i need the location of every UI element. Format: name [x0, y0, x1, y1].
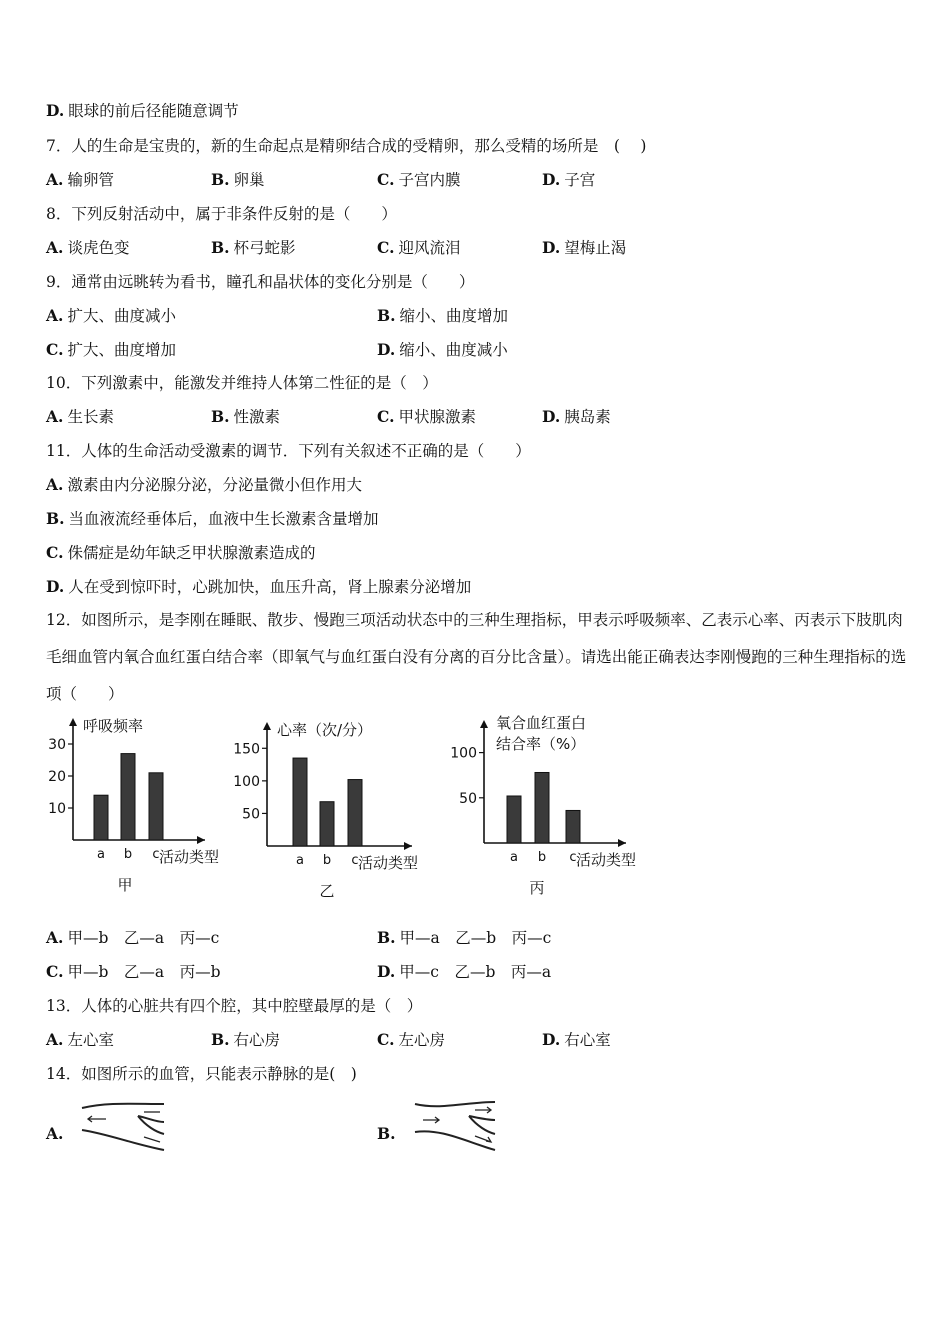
q13-option-c: C. 左心房	[377, 1030, 445, 1049]
y-axis-label: 呼吸频率	[83, 717, 144, 735]
q9-option-c: C. 扩大、曲度增加	[46, 340, 176, 359]
x-tick-label: a	[296, 853, 304, 868]
y-tick-label: 10	[48, 801, 66, 817]
q13-option-a: A. 左心室	[46, 1030, 114, 1049]
q11-option-d: D. 人在受到惊吓时，心跳加快，血压升高，肾上腺素分泌增加	[46, 577, 472, 596]
bar	[320, 802, 334, 846]
y-axis-arrow-icon	[69, 718, 77, 726]
bar	[94, 795, 108, 840]
bar	[121, 754, 135, 840]
q12-stem: 12．如图所示，是李刚在睡眠、散步、慢跑三项活动状态中的三种生理指标，甲表示呼吸频率、乙表示心率、丙表示下肢肌肉毛细血管内氧合血红蛋白结合率（即氧气与血红蛋白没有分离的百分比含量）。请选出能正确表达李刚慢跑的三种生理指标的选项（ ）	[46, 611, 907, 703]
y-tick-label: 150	[233, 741, 260, 758]
q14-option-b-label: B.	[377, 1124, 396, 1143]
x-tick-label: a	[510, 850, 518, 865]
x-tick-label: b	[537, 850, 547, 865]
q9-option-d: D. 缩小、曲度减小	[377, 340, 508, 359]
x-tick-label: b	[123, 847, 133, 862]
q14-stem: 14．如图所示的血管，只能表示静脉的是( )	[46, 1065, 357, 1083]
q10-option-a: A. 生长素	[46, 407, 114, 426]
q7-option-d: D. 子宫	[542, 170, 596, 189]
q8-stem: 8．下列反射活动中，属于非条件反射的是（ ）	[46, 205, 397, 223]
x-tick-label: b	[322, 853, 332, 868]
q11-option-c: C. 侏儒症是幼年缺乏甲状腺激素造成的	[46, 543, 316, 562]
bar	[566, 810, 580, 843]
y-tick-label: 20	[48, 769, 66, 785]
q10-option-d: D. 胰岛素	[542, 407, 611, 426]
q7-stem: 7．人的生命是宝贵的，新的生命起点是精卵结合成的受精卵，那么受精的场所是 ( )	[46, 137, 647, 155]
q10-option-b: B. 性激素	[211, 407, 281, 426]
q8-option-a: A. 谈虎色变	[46, 238, 130, 257]
q9-option-b: B. 缩小、曲度增加	[377, 306, 509, 325]
x-axis-label: 活动类型	[576, 851, 637, 869]
q9-stem: 9．通常由远眺转为看书，瞳孔和晶状体的变化分别是（ ）	[46, 273, 475, 291]
q11-option-b: B. 当血液流经垂体后，血液中生长激素含量增加	[46, 509, 379, 528]
q13-option-b: B. 右心房	[211, 1030, 281, 1049]
y-axis-label: 心率（次/分）	[277, 721, 373, 739]
q10-option-c: C. 甲状腺激素	[377, 407, 476, 426]
bar	[348, 780, 362, 846]
x-axis-arrow-icon	[197, 836, 205, 844]
bar	[293, 758, 307, 846]
chart-caption: 乙	[319, 882, 335, 900]
q13-stem: 13．人体的心脏共有四个腔，其中腔壁最厚的是（ ）	[46, 997, 423, 1015]
bar	[535, 772, 549, 843]
q10-stem: 10．下列激素中，能激发并维持人体第二性征的是（ ）	[46, 374, 438, 392]
q12-option-d: D. 甲—c 乙—b 丙—a	[377, 962, 552, 981]
q11-stem: 11．人体的生命活动受激素的调节．下列有关叙述不正确的是（ ）	[46, 442, 531, 460]
y-axis-label: 结合率（%）	[496, 735, 586, 753]
chart-caption: 甲	[117, 876, 133, 894]
q14-option-a-label: A.	[46, 1124, 64, 1143]
x-tick-label: a	[97, 847, 105, 862]
q7-option-c: C. 子宫内膜	[377, 170, 461, 189]
y-axis-arrow-icon	[480, 720, 488, 728]
q12-option-c: C. 甲—b 乙—a 丙—b	[46, 962, 221, 981]
q9-option-a: A. 扩大、曲度减小	[46, 306, 176, 325]
q13-option-d: D. 右心室	[542, 1030, 611, 1049]
q7-option-b: B. 卵巢	[211, 170, 265, 189]
q8-option-c: C. 迎风流泪	[377, 238, 461, 257]
x-axis-arrow-icon	[404, 842, 412, 850]
q12-charts	[0, 710, 950, 910]
x-axis-arrow-icon	[618, 839, 626, 847]
y-tick-label: 30	[48, 737, 66, 753]
bar	[507, 796, 521, 843]
bar	[149, 773, 163, 840]
x-axis-label: 活动类型	[159, 848, 220, 866]
q8-option-d: D. 望梅止渴	[542, 238, 627, 257]
q11-option-a: A. 激素由内分泌腺分泌，分泌量微小但作用大	[46, 475, 362, 494]
x-axis-label: 活动类型	[358, 854, 419, 872]
y-tick-label: 50	[459, 790, 477, 807]
y-tick-label: 100	[233, 773, 260, 790]
x-tick-label: c	[569, 850, 577, 865]
x-tick-label: c	[351, 853, 359, 868]
y-tick-label: 50	[242, 806, 260, 823]
q12-option-a: A. 甲—b 乙—a 丙—c	[46, 928, 220, 947]
branching-vessel-icon	[409, 1098, 501, 1154]
chart-caption: 丙	[529, 879, 545, 897]
q7-option-a: A. 输卵管	[46, 170, 114, 189]
y-axis-label: 氧合血红蛋白	[496, 714, 587, 732]
branching-vessel-icon	[78, 1100, 170, 1154]
q8-option-b: B. 杯弓蛇影	[211, 238, 296, 257]
y-axis-arrow-icon	[263, 722, 271, 730]
q12-option-b: B. 甲—a 乙—b 丙—c	[377, 928, 552, 947]
q6-option-d: D. 眼球的前后径能随意调节	[46, 101, 239, 120]
x-tick-label: c	[152, 847, 160, 862]
y-tick-label: 100	[450, 745, 477, 762]
